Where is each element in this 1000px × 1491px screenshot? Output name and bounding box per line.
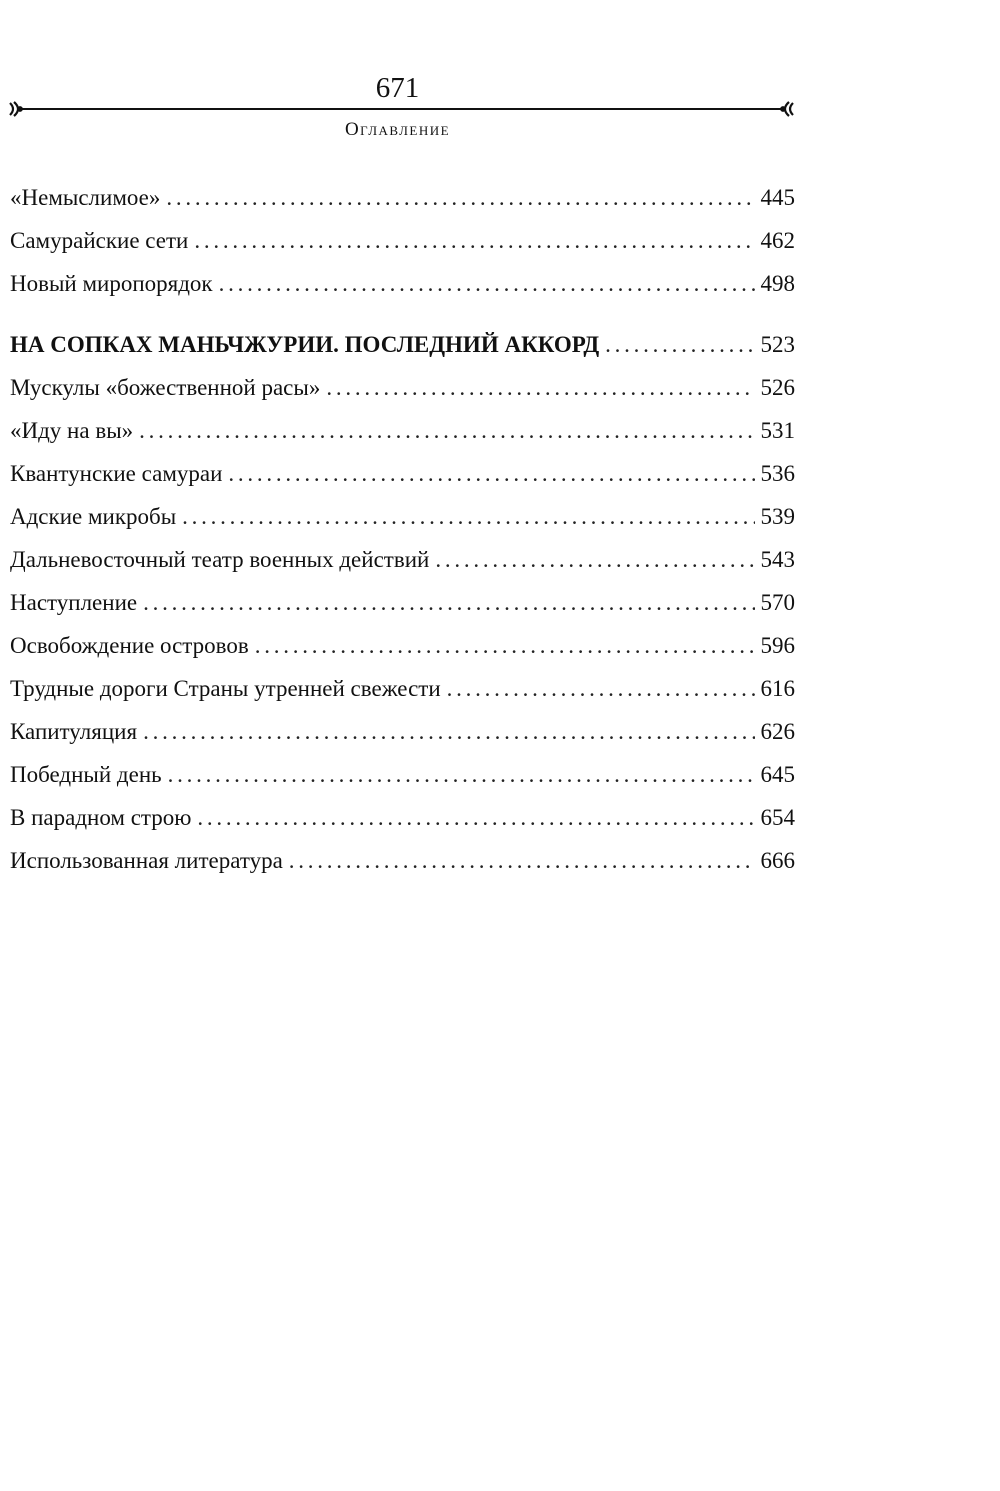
toc-entry-page: 645: [760, 762, 795, 787]
toc-entry-page: 654: [760, 805, 795, 830]
dot-leader: [143, 581, 754, 624]
toc-entry-page: 462: [760, 228, 795, 253]
toc-entry-page: 616: [760, 676, 795, 701]
toc-entry-title: Мускулы «божественной расы»: [10, 375, 321, 400]
toc-entry-title: «Немыслимое»: [10, 185, 161, 210]
left-ornament-icon: [10, 102, 22, 116]
toc-entry: [10, 409, 795, 452]
dot-leader: [197, 796, 754, 839]
dot-leader: [143, 710, 754, 753]
toc-entry-page: 596: [760, 633, 795, 658]
page-number: 671: [375, 72, 420, 104]
dot-leader: [194, 219, 754, 262]
toc-entry: [10, 366, 795, 409]
toc-entry: [10, 176, 795, 219]
toc-entry: [10, 753, 795, 796]
toc-entry-page: 523: [760, 332, 795, 357]
toc-entry-page: 626: [760, 719, 795, 744]
toc-entry-page: 531: [760, 418, 795, 443]
toc-entry-title: НА СОПКАХ МАНЬЧЖУРИИ. ПОСЛЕДНИЙ АККОРД: [10, 332, 600, 357]
toc-entry-title: Самурайские сети: [10, 228, 189, 253]
dot-leader: [255, 624, 755, 667]
table-of-contents: [10, 176, 795, 882]
toc-entry-title: Адские микробы: [10, 504, 177, 529]
toc-entry-title: Капитуляция: [10, 719, 138, 744]
dot-leader: [228, 452, 754, 495]
toc-entry-page: 543: [760, 547, 795, 572]
toc-entry: [10, 710, 795, 753]
toc-entry-title: В парадном строю: [10, 805, 192, 830]
toc-entry-title: Квантунские самураи: [10, 461, 223, 486]
toc-entry-title: Трудные дороги Страны утренней свежести: [10, 676, 441, 701]
toc-entry-title: Наступление: [10, 590, 138, 615]
dot-leader: [168, 753, 755, 796]
dot-leader: [435, 538, 754, 581]
dot-leader: [182, 495, 754, 538]
toc-entry-title: «Иду на вы»: [10, 418, 134, 443]
toc-entry: [10, 624, 795, 667]
toc-entry-page: 445: [760, 185, 795, 210]
running-head: Оглавление: [344, 119, 451, 140]
toc-chapter-entry: [10, 323, 795, 366]
toc-entry: [10, 262, 795, 305]
toc-entry: [10, 839, 795, 882]
toc-entry: [10, 452, 795, 495]
toc-entry: [10, 495, 795, 538]
right-ornament-icon: [781, 102, 793, 116]
toc-entry: [10, 538, 795, 581]
toc-entry-page: 498: [760, 271, 795, 296]
toc-entry: [10, 219, 795, 262]
dot-leader: [447, 667, 755, 710]
dot-leader: [166, 176, 754, 219]
dot-leader: [605, 323, 754, 366]
toc-entry-title: Победный день: [10, 762, 162, 787]
dot-leader: [289, 839, 755, 882]
toc-entry: [10, 667, 795, 710]
toc-entry-title: Дальневосточный театр военных действий: [10, 547, 430, 572]
toc-entry: [10, 796, 795, 839]
toc-entry-page: 536: [760, 461, 795, 486]
dot-leader: [219, 262, 755, 305]
toc-entry-page: 666: [760, 848, 795, 873]
toc-entry-page: 539: [760, 504, 795, 529]
toc-entry-title: Использованная литература: [10, 848, 283, 873]
dot-leader: [326, 366, 754, 409]
toc-entry-title: Освобождение островов: [10, 633, 249, 658]
toc-entry-page: 526: [760, 375, 795, 400]
toc-entry-title: Новый миропорядок: [10, 271, 213, 296]
toc-entry-page: 570: [760, 590, 795, 615]
toc-entry: [10, 581, 795, 624]
dot-leader: [139, 409, 754, 452]
